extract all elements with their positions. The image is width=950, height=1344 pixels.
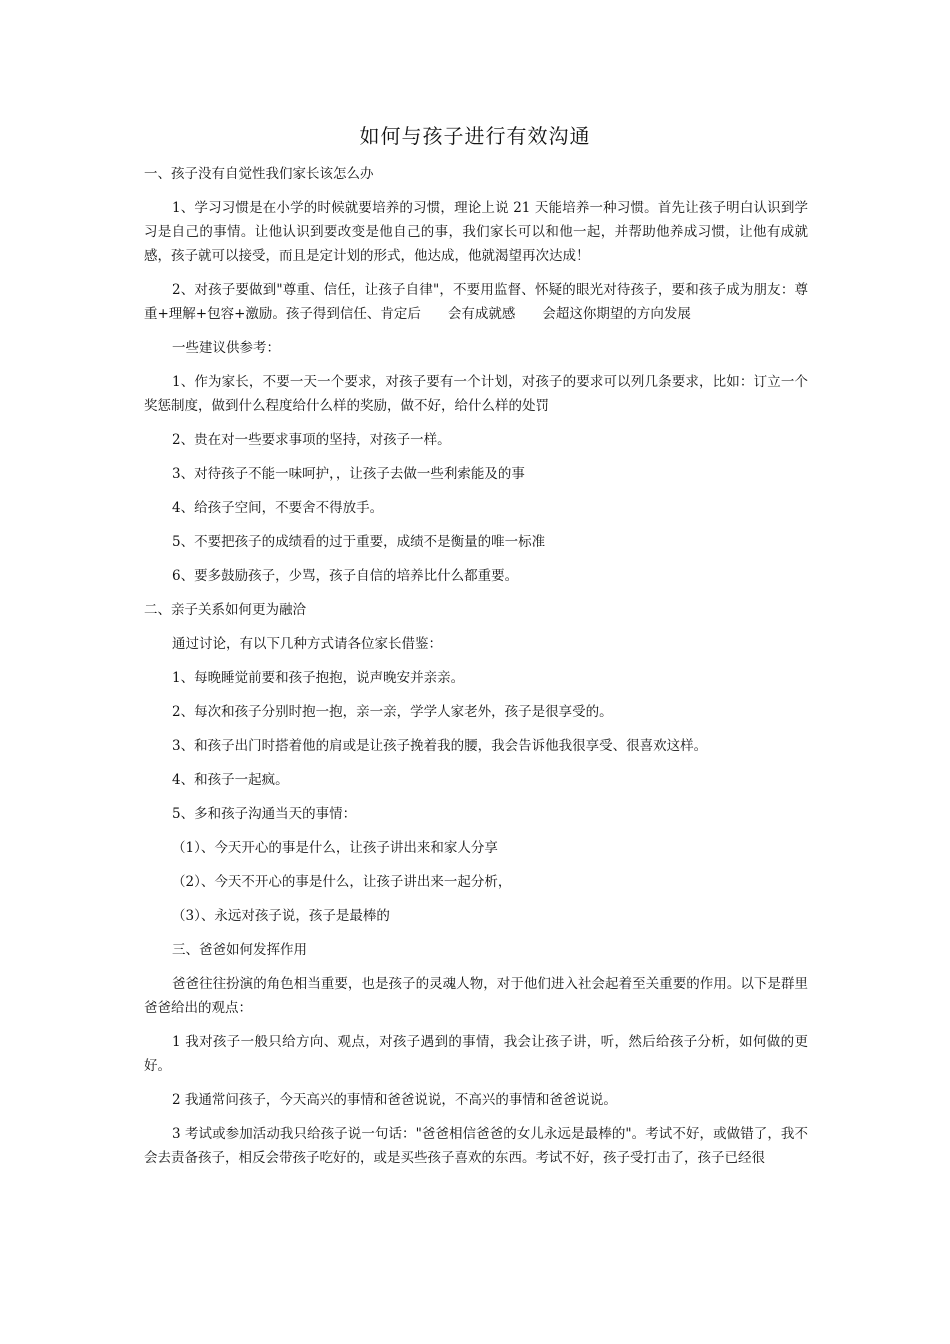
paragraph: 通过讨论，有以下几种方式请各位家长借鉴： bbox=[172, 636, 442, 652]
paragraph: 3、对待孩子不能一味呵护，，让孩子去做一些利索能及的事 bbox=[172, 466, 525, 482]
paragraph: 爸爸往往扮演的角色相当重要，也是孩子的灵魂人物，对于他们进入社会起着至关重要的作用。以下是群里爸爸给出的观点： bbox=[144, 976, 808, 1016]
paragraph: （1）、今天开心的事是什么，让孩子讲出来和家人分享 bbox=[172, 840, 498, 856]
paragraph: 6、要多鼓励孩子，少骂，孩子自信的培养比什么都重要。 bbox=[172, 568, 519, 584]
paragraph: 2、贵在对一些要求事项的坚持，对孩子一样。 bbox=[172, 432, 451, 448]
paragraph: 3 考试或参加活动我只给孩子说一句话："爸爸相信爸爸的女儿永远是最棒的"。考试不好，或做错了，我不会去责备孩子，相反会带孩子吃好的，或是买些孩子喜欢的东西。考试不好，孩子受打击了，孩子已经很 bbox=[144, 1126, 808, 1166]
paragraph: 1、学习习惯是在小学的时候就要培养的习惯，理论上说 21 天能培养一种习惯。首先让孩子明白认识到学习是自己的事情。让他认识到要改变是他自己的事，我们家长可以和他一起，并帮助他养成习惯，让他有成就感，孩子就可以接受，而且是定计划的形式，他达成，他就渴望再次达成！ bbox=[144, 200, 808, 264]
paragraph: 3、和孩子出门时搭着他的肩或是让孩子挽着我的腰，我会告诉他我很享受、很喜欢这样。 bbox=[172, 738, 708, 754]
paragraph: （2）、今天不开心的事是什么，让孩子讲出来一起分析， bbox=[172, 874, 512, 890]
paragraph: 4、给孩子空间，不要舍不得放手。 bbox=[172, 500, 384, 516]
document-body bbox=[144, 162, 808, 1180]
paragraph: 2 我通常问孩子，今天高兴的事情和爸爸说说，不高兴的事情和爸爸说说。 bbox=[172, 1092, 617, 1108]
paragraph: 1 我对孩子一般只给方向、观点，对孩子遇到的事情，我会让孩子讲，听，然后给孩子分析，如何做的更好。 bbox=[144, 1034, 808, 1074]
paragraph: 1、每晚睡觉前要和孩子抱抱，说声晚安并亲亲。 bbox=[172, 670, 465, 686]
paragraph: 5、多和孩子沟通当天的事情： bbox=[172, 806, 357, 822]
paragraph: 1、作为家长，不要一天一个要求，对孩子要有一个计划，对孩子的要求可以列几条要求，比如：订立一个奖惩制度，做到什么程度给什么样的奖励，做不好，给什么样的处罚 bbox=[144, 374, 808, 414]
paragraph: 三、爸爸如何发挥作用 bbox=[172, 942, 307, 958]
paragraph: 4、和孩子一起疯。 bbox=[172, 772, 289, 788]
document-title: 如何与孩子进行有效沟通 bbox=[359, 124, 591, 148]
section-heading: 一、孩子没有自觉性我们家长该怎么办 bbox=[144, 166, 374, 182]
section-heading: 二、亲子关系如何更为融洽 bbox=[144, 602, 306, 618]
paragraph: 5、不要把孩子的成绩看的过于重要，成绩不是衡量的唯一标准 bbox=[172, 534, 546, 550]
paragraph: 2、每次和孩子分别时抱一抱，亲一亲，学学人家老外，孩子是很享受的。 bbox=[172, 704, 613, 720]
paragraph: 一些建议供参考： bbox=[172, 340, 280, 356]
paragraph: 2、对孩子要做到"尊重、信任，让孩子自律"，不要用监督、怀疑的眼光对待孩子，要和孩子成为朋友：尊重+理解+包容+激励。孩子得到信任、肯定后 会有成就感 会超这你期望的方向发展 bbox=[144, 282, 808, 322]
paragraph: （3）、永远对孩子说，孩子是最棒的 bbox=[172, 908, 390, 924]
